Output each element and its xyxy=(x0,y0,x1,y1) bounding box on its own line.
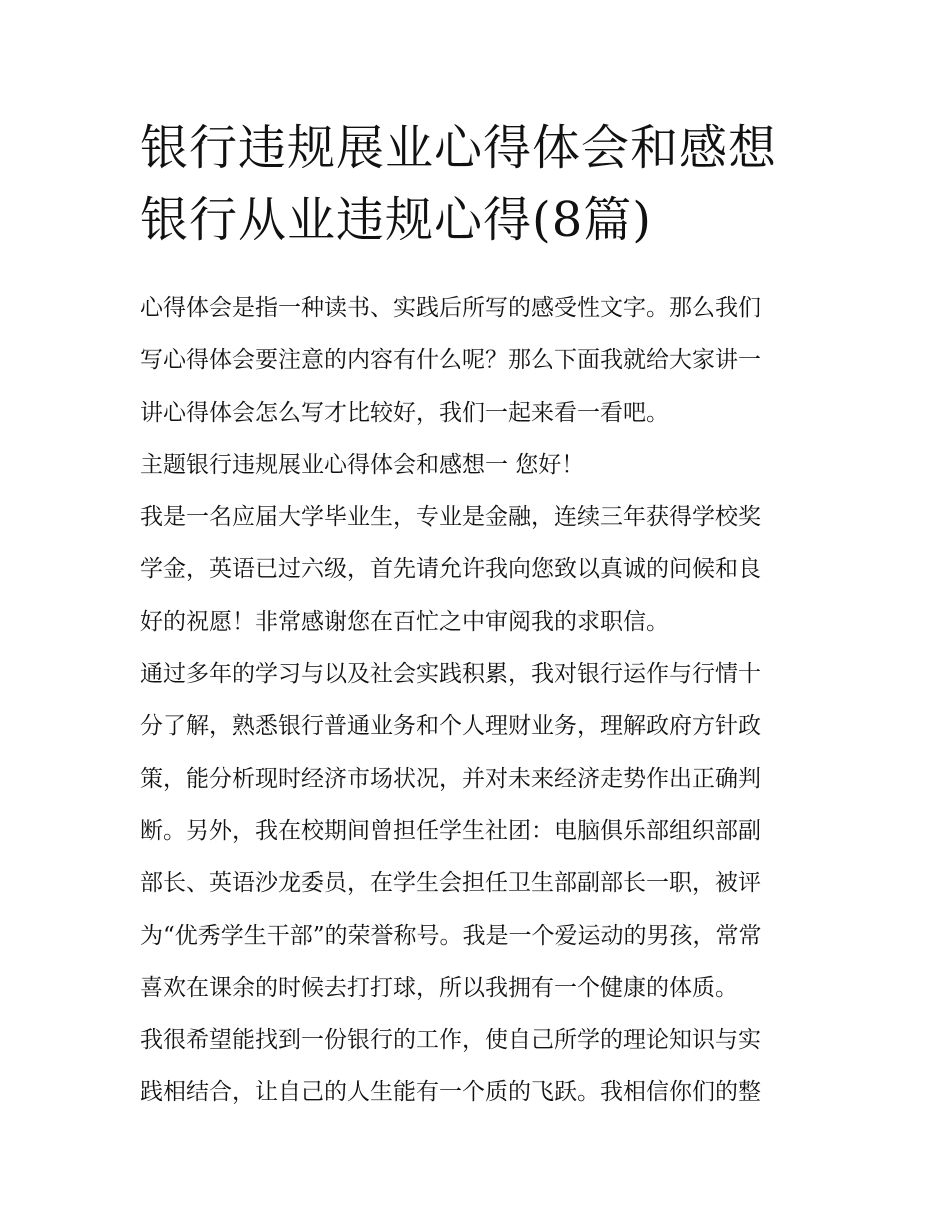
body-line: 我很希望能找到一份银行的工作，使自己所学的理论知识与实 xyxy=(140,1027,761,1054)
body-line: 通过多年的学习与以及社会实践积累，我对银行运作与行情十 xyxy=(140,661,761,688)
body-line: 为“优秀学生干部”的荣誉称号。我是一个爱运动的男孩，常常 xyxy=(140,922,762,949)
body-line: 讲心得体会怎么写才比较好，我们一起来看一看吧。 xyxy=(140,399,669,426)
body-line: 心得体会是指一种读书、实践后所写的感受性文字。那么我们 xyxy=(140,295,761,321)
body-line: 断。另外，我在校期间曾担任学生社团：电脑俱乐部组织部副 xyxy=(140,817,761,844)
body-line: 好的祝愿！非常感谢您在百忙之中审阅我的求职信。 xyxy=(140,608,669,635)
body-line: 写心得体会要注意的内容有什么呢？那么下面我就给大家讲一 xyxy=(140,347,761,374)
body-line: 践相结合，让自己的人生能有一个质的飞跃。我相信你们的整 xyxy=(140,1079,761,1106)
body-line: 策，能分析现时经济市场状况，并对未来经济走势作出正确判 xyxy=(140,765,761,792)
document-body xyxy=(140,282,816,1119)
document-title xyxy=(140,112,820,256)
body-line: 我是一名应届大学毕业生，专业是金融，连续三年获得学校奖 xyxy=(140,504,761,531)
body-line: 主题银行违规展业心得体会和感想一 您好！ xyxy=(140,451,585,478)
title-line: 银行从业违规心得(8篇) xyxy=(140,192,652,248)
title-line: 银行违规展业心得体会和感想 xyxy=(140,120,778,176)
body-line: 学金，英语已过六级，首先请允许我向您致以真诚的问候和良 xyxy=(140,556,761,583)
body-line: 部长、英语沙龙委员，在学生会担任卫生部副部长一职，被评 xyxy=(140,870,761,897)
body-line: 分了解，熟悉银行普通业务和个人理财业务，理解政府方针政 xyxy=(140,713,761,740)
body-line: 喜欢在课余的时候去打打球，所以我拥有一个健康的体质。 xyxy=(140,974,738,1001)
